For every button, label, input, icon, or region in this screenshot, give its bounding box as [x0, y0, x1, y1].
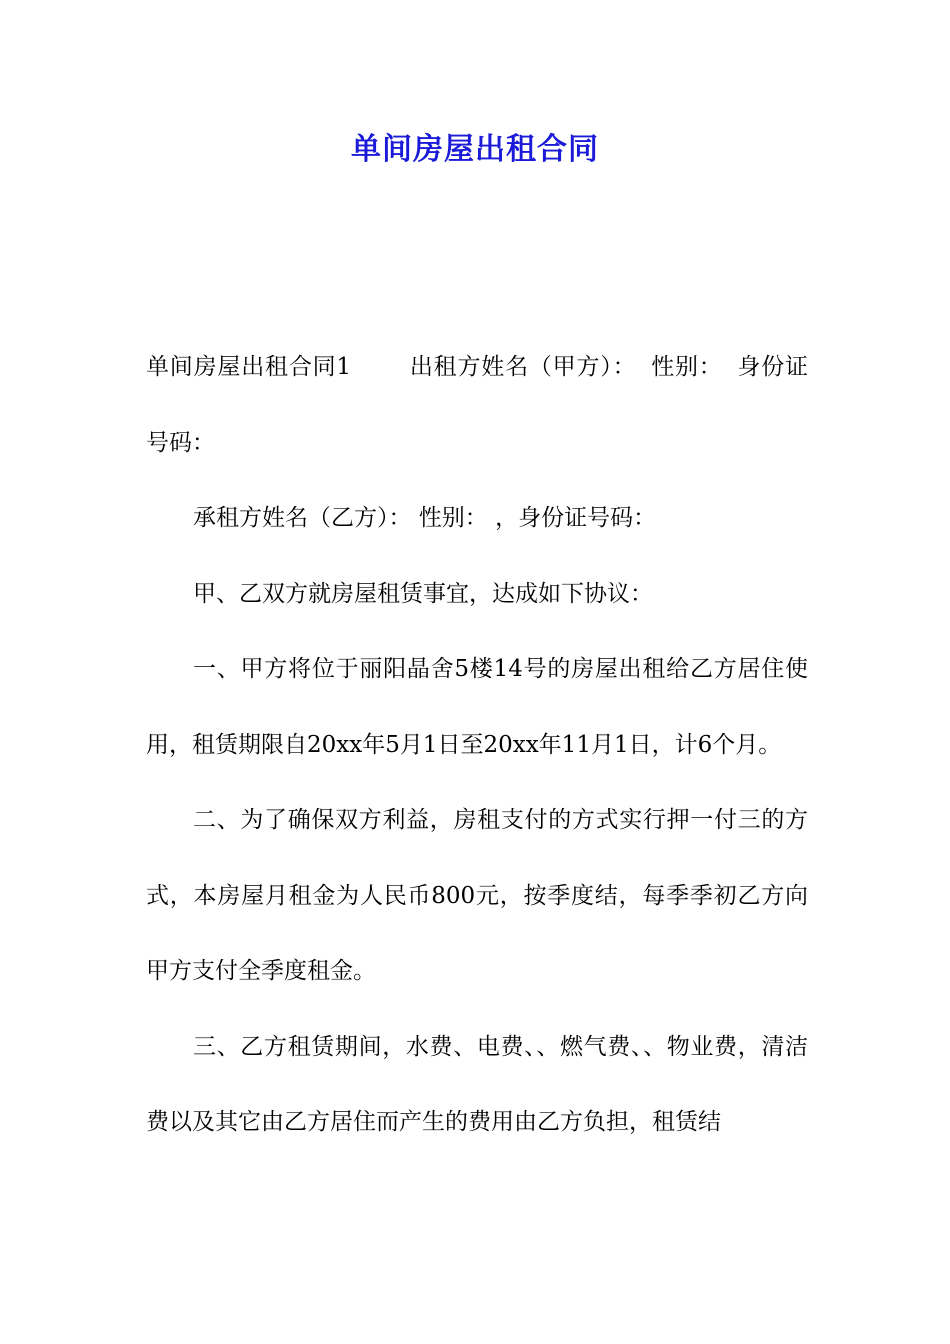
- paragraph-clause-1: 一、甲方将位于丽阳晶舍5楼14号的房屋出租给乙方居住使用，租赁期限自20xx年5月1日至20xx年11月1日，计6个月。: [146, 656, 808, 758]
- contract-number-label: 单间房屋出租合同1: [146, 354, 352, 380]
- lessor-gender-label: 性别：: [650, 354, 723, 380]
- lessor-name-label: 出租方姓名（甲方）：: [409, 354, 637, 380]
- document-title: 单间房屋出租合同: [351, 132, 599, 167]
- paragraph-clause-2: 二、为了确保双方利益，房租支付的方式实行押一付三的方式，本房屋月租金为人民币800元，按季度结，每季季初乙方向甲方支付全季度租金。: [146, 807, 808, 984]
- paragraph-clause-3: 三、乙方租赁期间，水费、电费、、燃气费、、物业费，清洁费以及其它由乙方居住而产生的费用由乙方负担，租赁结: [146, 1033, 808, 1135]
- paragraph-header: [146, 330, 808, 481]
- lessor-id-label: 身份证号码：: [146, 354, 809, 456]
- paragraph-lessee: 承租方姓名（乙方）： 性别： ，身份证号码：: [193, 505, 657, 531]
- document-body: [146, 330, 808, 1161]
- paragraph-agreement-intro: 甲、乙双方就房屋租赁事宜，达成如下协议：: [193, 580, 653, 607]
